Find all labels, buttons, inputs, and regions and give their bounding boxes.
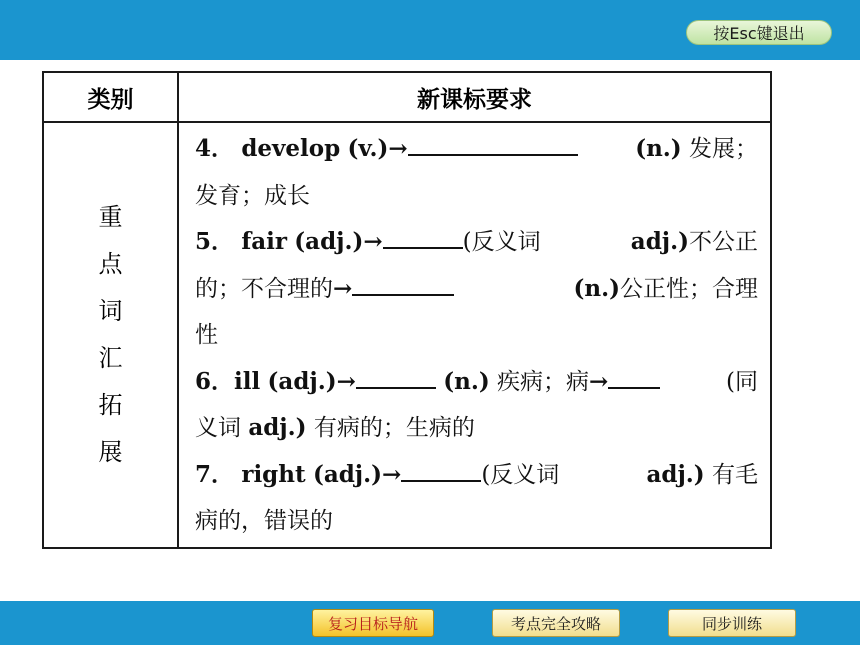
item5-line1: 5． fair (adj.)→ (反义词 adj.)不公正	[195, 219, 758, 266]
category-char: 点	[98, 249, 123, 278]
content-cell	[178, 122, 771, 548]
category-char: 汇	[98, 343, 123, 372]
answer-blank	[401, 458, 481, 482]
category-header: 类别	[43, 72, 178, 122]
category-char: 重	[98, 202, 123, 231]
review-goals-nav-button[interactable]: 复习目标导航	[312, 609, 434, 637]
item4-line1: 4． develop (v.)→ (n.) 发展；	[195, 126, 758, 173]
vocabulary-table	[42, 71, 772, 549]
category-char: 展	[98, 437, 123, 466]
exit-button[interactable]: 按Esc键退出	[686, 20, 832, 45]
table-header-row	[43, 72, 771, 122]
item5-line3: 性	[195, 322, 218, 348]
answer-blank	[356, 365, 436, 389]
category-cell	[43, 122, 178, 548]
answer-blank	[352, 272, 454, 296]
item6-line2: 义词 adj.) 有病的；生病的	[195, 414, 475, 441]
item4-line2: 发育；成长	[195, 182, 310, 209]
answer-blank	[408, 132, 578, 156]
table-row	[43, 122, 771, 548]
key-points-nav-button[interactable]: 考点完全攻略	[492, 609, 620, 637]
item5-line2: 的；不合理的→ (n.)公正性；合理	[195, 266, 758, 313]
requirements-header: 新课标要求	[178, 72, 771, 122]
answer-blank	[608, 365, 660, 389]
category-char: 词	[98, 296, 123, 325]
category-char: 拓	[98, 390, 123, 419]
item6-line1: 6．ill (adj.)→ (n.) 疾病；病→ (同	[195, 359, 758, 406]
item7-line1: 7． right (adj.)→ (反义词 adj.) 有毛	[195, 452, 758, 499]
answer-blank	[383, 225, 463, 249]
item7-line2: 病的，错误的	[195, 508, 333, 534]
sync-training-nav-button[interactable]: 同步训练	[668, 609, 796, 637]
